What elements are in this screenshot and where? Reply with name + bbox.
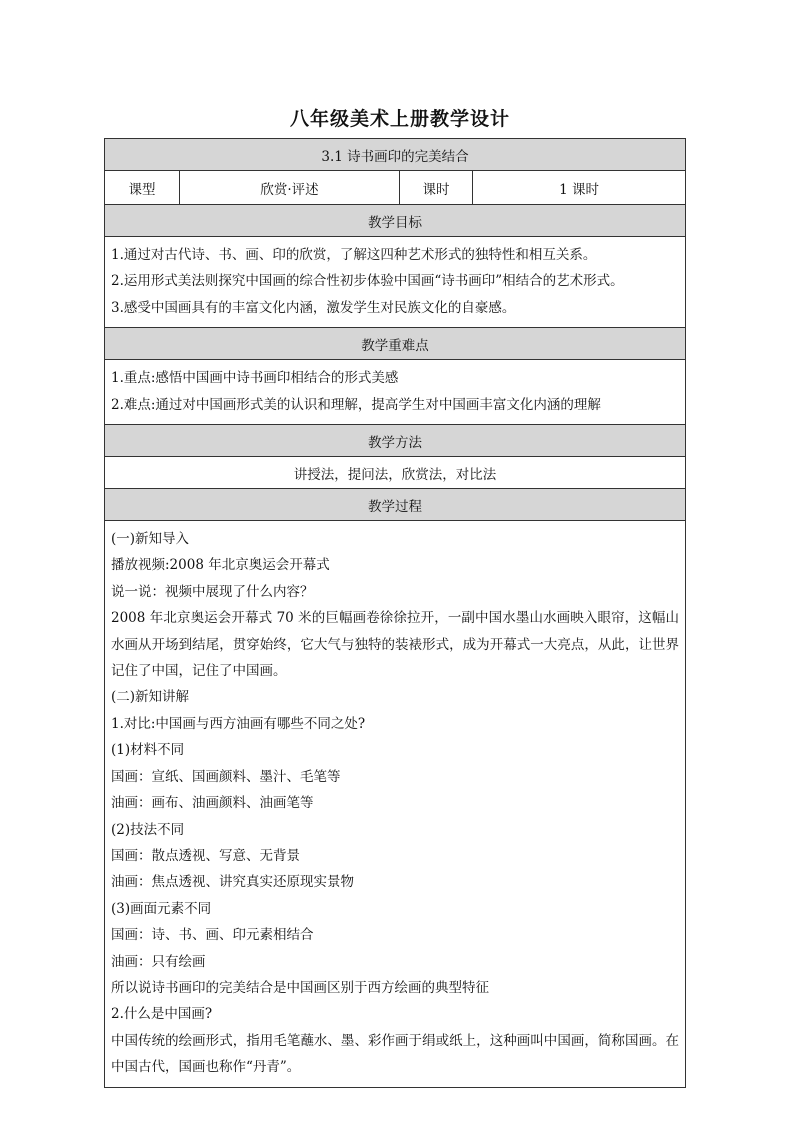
process-content <box>105 521 686 1088</box>
key-point-item: 1.重点:感悟中国画中诗书画印相结合的形式美感 <box>111 370 399 387</box>
process-line: 国画：宣纸、国画颜料、墨汁、毛笔等 <box>111 768 341 785</box>
process-line: (一)新知导入 <box>111 531 190 548</box>
process-line: 1.对比:中国画与西方油画有哪些不同之处? <box>111 715 366 732</box>
goal-item: 2.运用形式美法则探究中国画的综合性初步体验中国画“诗书画印”相结合的艺术形式。 <box>111 273 624 290</box>
process-line: (2)技法不同 <box>111 821 185 838</box>
lesson-hours-value: 1 课时 <box>473 171 686 205</box>
goal-item: 1.通过对古代诗、书、画、印的欣赏，了解这四种艺术形式的独特性和相互关系。 <box>111 247 597 263</box>
process-line: 油画：只有绘画 <box>111 953 206 970</box>
document-title: 八年级美术上册教学设计 <box>289 108 510 130</box>
process-line: 2.什么是中国画? <box>111 1006 213 1023</box>
process-line: 油画：焦点透视、讲究真实还原现实景物 <box>111 874 354 891</box>
lesson-title-cell: 3.1 诗书画印的完美结合 <box>105 139 686 171</box>
key-point-item: 2.难点:通过对中国画形式美的认识和理解，提高学生对中国画丰富文化内涵的理解 <box>111 396 601 413</box>
lesson-plan-table <box>104 138 686 1088</box>
methods-text: 讲授法，提问法，欣赏法，对比法 <box>105 457 686 489</box>
process-line: 所以说诗书画印的完美结合是中国画区别于西方绘画的典型特征 <box>111 979 489 996</box>
process-line: (1)材料不同 <box>111 742 185 759</box>
key-points-heading: 教学重难点 <box>105 328 686 360</box>
process-line: 说一说：视频中展现了什么内容？ <box>111 583 314 600</box>
goals-heading: 教学目标 <box>105 205 686 237</box>
lesson-type-label: 课型 <box>105 171 180 205</box>
process-heading: 教学过程 <box>105 489 686 521</box>
goals-content <box>105 237 686 328</box>
goal-item: 3.感受中国画具有的丰富文化内涵，激发学生对民族文化的自豪感。 <box>111 299 516 316</box>
process-line: 油画：画布、油画颜料、油画笔等 <box>111 795 314 812</box>
process-paragraph: 2008 年北京奥运会开幕式 70 米的巨幅画卷徐徐拉开，一副中国水墨山水画映入眼帘，这幅山水画从开场到结尾，贯穿始终，它大气与独特的装裱形式，成为开幕式一大亮点，从此，让世界记住了中国，记住了中国画。 <box>111 610 680 680</box>
methods-heading: 教学方法 <box>105 425 686 457</box>
process-paragraph: 中国传统的绘画形式，指用毛笔蘸水、墨、彩作画于绢或纸上，这种画叫中国画，简称国画。在中国古代，国画也称作“丹青”。 <box>111 1032 680 1076</box>
process-line: 国画：诗、书、画、印元素相结合 <box>111 927 314 944</box>
key-points-content <box>105 360 686 425</box>
lesson-hours-label: 课时 <box>400 171 473 205</box>
process-line: 播放视频:2008 年北京奥运会开幕式 <box>111 557 330 574</box>
lesson-type-value: 欣赏·评述 <box>180 171 400 205</box>
process-line: 国画：散点透视、写意、无背景 <box>111 847 300 864</box>
process-line: (二)新知讲解 <box>111 689 190 706</box>
process-line: (3)画面元素不同 <box>111 900 212 917</box>
